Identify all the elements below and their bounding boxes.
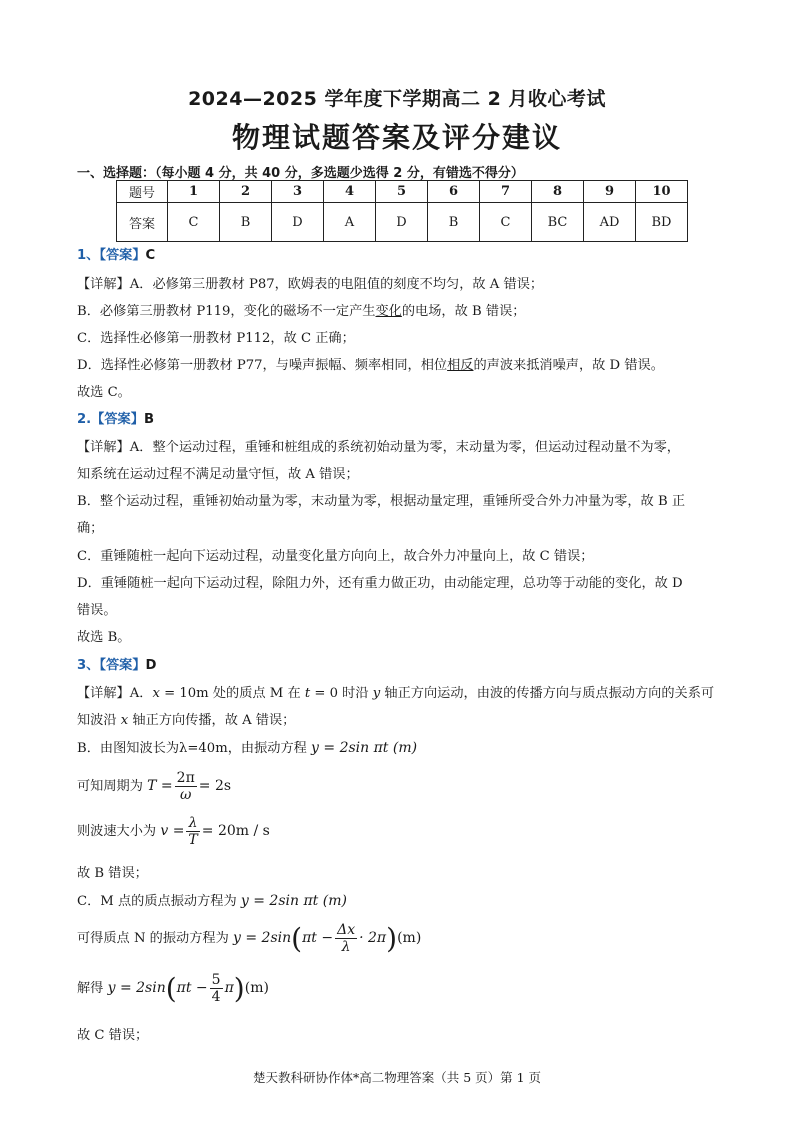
q2-answer-heading [77,408,154,427]
q3-n-equation: 可得质点 N 的振动方程为 y = 2sin(πt − $\frac{\Delta x}{\lambda}$ · 2π)(m) [77,922,422,955]
page-footer: 楚天教科研协作体*高二物理答案（共 5 页）第 1 页 [252,1070,542,1085]
question-number-row [117,181,688,203]
q1-conclusion: 故选 C。 [77,385,131,400]
q1-detail-d: D．选择性必修第一册教材 P77，与噪声振幅、频率相同，相位相反的声波来抵消噪声，故 D 错误。 [77,358,664,373]
q3-c-conclusion: 故 C 错误； [77,1028,149,1043]
question-number: 3 [272,181,324,203]
exam-title: 2024—2025 学年度下学期高二 2 月收心考试 [188,88,606,110]
q2-detail-b2: 确； [77,521,104,536]
question-number: 4 [324,181,376,203]
m-vibration-equation: y = 2sin πt (m) [240,893,347,909]
q3-period: 可知周期为 T = $\frac{2\pi}{\omega}$ = 2s [77,770,232,803]
answer-cell: C [168,203,220,242]
question-number: 6 [428,181,480,203]
question-number: 2 [220,181,272,203]
five-quarters-fraction: $\frac{5}{4}$ [211,972,221,1005]
q3-b-conclusion: 故 B 错误； [77,866,148,881]
q2-detail-b1: B．整个运动过程，重锤初始动量为零，末动量为零，根据动量定理，重锤所受合外力冲量为零，故 B 正 [77,494,686,509]
question-number: 10 [636,181,688,203]
question-number: 1 [168,181,220,203]
q2-conclusion: 故选 B。 [77,630,131,645]
answer-table [116,180,688,242]
question-number: 5 [376,181,428,203]
q3-detail-a1: 【详解】A．x = 10m 处的质点 M 在 t = 0 时沿 y 轴正方向运动，由波的传播方向与质点振动方向的关系可 [77,686,715,701]
q3-solution: 解得 y = 2sin(πt − $\frac{5}{4}$ π)(m) [77,972,269,1005]
answer-cell: A [324,203,376,242]
speed-fraction: $\frac{\lambda}{T}$ [188,815,198,848]
vibration-equation: y = 2sin πt (m) [311,740,418,756]
exam-subtitle: 物理试题答案及评分建议 [231,121,562,154]
answer-cell: D [272,203,324,242]
q3-answer-heading [77,654,156,673]
row-label: 答案 [117,203,168,242]
question-number: 7 [480,181,532,203]
answer-label: 2.【答案】B [77,412,154,427]
answer-cell: D [376,203,428,242]
answer-cell: C [480,203,532,242]
answer-cell: BD [636,203,688,242]
answer-cell: AD [584,203,636,242]
q2-detail-c: C．重锤随桩一起向下运动过程，动量变化量方向向上，故合外力冲量向上，故 C 错误； [77,549,594,564]
q1-detail-c: C．选择性必修第一册教材 P112，故 C 正确； [77,331,355,346]
answer-label: 3、【答案】D [77,658,157,673]
answer-cell: BC [532,203,584,242]
dx-lambda-fraction: $\frac{\Delta x}{\lambda}$ [337,922,356,955]
section-heading: 一、选择题：（每小题 4 分，共 40 分，多选题少选得 2 分，有错选不得分） [77,166,524,181]
q2-detail-a2: 知系统在运动过程不满足动量守恒，故 A 错误； [77,467,359,482]
question-number: 9 [584,181,636,203]
q3-detail-a2: 知波沿 x 轴正方向传播，故 A 错误； [77,713,296,728]
answer-cell: B [428,203,480,242]
q1-detail-a: 【详解】A．必修第三册教材 P87，欧姆表的电阻值的刻度不均匀，故 A 错误； [77,277,544,292]
row-label: 题号 [117,181,168,203]
question-number: 8 [532,181,584,203]
q2-detail-d1: D．重锤随桩一起向下运动过程，除阻力外，还有重力做正功，由动能定理，总功等于动能的变化，故 D [77,576,683,591]
period-fraction: $\frac{2\pi}{\omega}$ [176,770,195,803]
q3-detail-b: B．由图知波长为λ=40m，由振动方程 y = 2sin πt (m) [77,740,418,756]
q3-wave-speed: 则波速大小为 v = $\frac{\lambda}{T}$ = 20m / s [77,815,270,848]
answer-row [117,203,688,242]
answer-cell: B [220,203,272,242]
q1-answer-heading [77,244,155,263]
q3-detail-c: C．M 点的质点振动方程为 y = 2sin πt (m) [77,893,347,909]
q2-detail-a1: 【详解】A．整个运动过程，重锤和桩组成的系统初始动量为零，末动量为零，但运动过程动量不为零， [77,440,680,455]
q2-detail-d2: 错误。 [77,603,117,618]
q1-detail-b: B．必修第三册教材 P119，变化的磁场不一定产生变化的电场，故 B 错误； [77,304,526,319]
answer-label: 1、【答案】C [77,248,156,263]
